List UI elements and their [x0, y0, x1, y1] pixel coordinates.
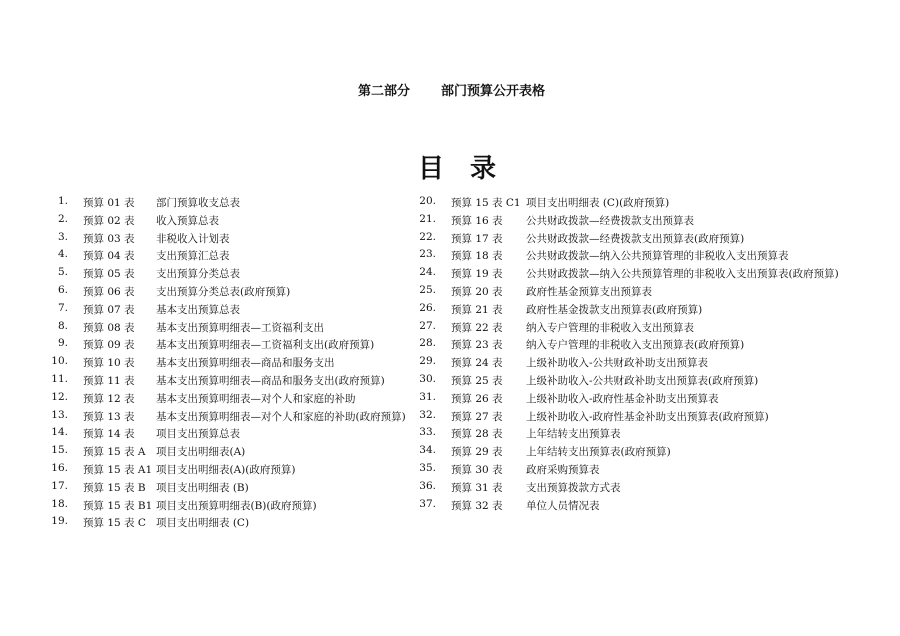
- section-heading: [0, 80, 900, 100]
- toc-right-column: [408, 195, 868, 515]
- toc-entry-code: 预算 08 表: [83, 321, 135, 334]
- toc-entry: [408, 444, 868, 462]
- toc-entry-num: 5.: [57, 266, 68, 279]
- toc-entry: [408, 426, 868, 444]
- toc-entry-code: 预算 11 表: [83, 374, 135, 387]
- toc-entry-title: 上年结转支出预算表(政府预算): [526, 446, 671, 459]
- toc-entry-num: 32.: [419, 408, 436, 421]
- toc-entry-code: 预算 19 表: [451, 268, 503, 281]
- toc-entry-code: 预算 29 表: [451, 446, 503, 459]
- toc-entry-num: 2.: [57, 212, 68, 225]
- toc-entry-num: 19.: [51, 515, 68, 528]
- toc-entry-num: 33.: [419, 426, 436, 439]
- toc-entry: [408, 213, 868, 231]
- toc-entry-num: 35.: [419, 461, 436, 474]
- toc-entry-title: 上级补助收入-公共财政补助支出预算表: [526, 357, 709, 370]
- toc-entry-title: 支出预算分类总表: [156, 268, 240, 281]
- toc-entry-title: 政府性基金拨款支出预算表(政府预算): [526, 303, 703, 316]
- toc-entry-num: 1.: [57, 195, 68, 207]
- toc-entry-num: 7.: [57, 301, 68, 314]
- toc-entry: [408, 195, 868, 213]
- toc-entry-title: 纳入专户管理的非税收入支出预算表(政府预算): [526, 339, 745, 352]
- section-part: 第二部分: [358, 84, 411, 99]
- toc-entry-code: 预算 26 表: [451, 392, 503, 405]
- toc-entry-num: 11.: [51, 372, 68, 385]
- toc-entry-code: 预算 17 表: [451, 232, 503, 245]
- toc-entry-title: 基本支出预算明细表—对个人和家庭的补助: [156, 392, 356, 405]
- toc-entry-num: 28.: [419, 337, 436, 350]
- toc-entry-title: 项目支出明细表(A): [156, 446, 246, 459]
- toc-entry: [408, 355, 868, 373]
- toc-entry-code: 预算 15 表 A: [83, 446, 146, 459]
- toc-entry-code: 预算 27 表: [451, 410, 503, 423]
- toc-entry-code: 预算 25 表: [451, 374, 503, 387]
- toc-entry: [408, 248, 868, 266]
- toc-entry-title: 项目支出明细表 (C)(政府预算): [526, 197, 670, 209]
- toc-entry-code: 预算 18 表: [451, 250, 503, 263]
- toc-entry: [408, 409, 868, 427]
- toc-entry-code: 预算 15 表 B: [83, 481, 146, 494]
- toc-entry-code: 预算 15 表 C: [83, 517, 146, 530]
- toc-entry: [408, 320, 868, 338]
- toc-entry: [408, 284, 868, 302]
- toc-entry-code: 预算 22 表: [451, 321, 503, 334]
- toc-entry-num: 14.: [51, 426, 68, 439]
- toc-entry-num: 6.: [57, 283, 68, 296]
- toc-entry-title: 上级补助收入-政府性基金补助支出预算表(政府预算): [526, 410, 769, 423]
- toc-entry-title: 项目支出预算明细表(B)(政府预算): [156, 499, 317, 512]
- toc-entry: [40, 515, 480, 533]
- toc-entry-code: 预算 06 表: [83, 285, 135, 298]
- toc-entry: [408, 480, 868, 498]
- toc-entry-title: 上级补助收入-政府性基金补助支出预算表: [526, 392, 719, 405]
- toc-entry-code: 预算 07 表: [83, 303, 135, 316]
- toc-entry-title: 项目支出明细表(A)(政府预算): [156, 463, 296, 476]
- toc-entry-title: 项目支出预算总表: [156, 428, 240, 441]
- toc-entry-num: 4.: [57, 248, 68, 261]
- toc-entry: [408, 373, 868, 391]
- toc-entry-title: 基本支出预算明细表—工资福利支出: [156, 321, 324, 334]
- toc-entry-title: 支出预算拨款方式表: [526, 481, 621, 494]
- toc-entry-num: 18.: [51, 497, 68, 510]
- toc-entry-title: 政府性基金预算支出预算表: [526, 285, 652, 298]
- toc-entry-code: 预算 13 表: [83, 410, 135, 423]
- toc-entry-code: 预算 28 表: [451, 428, 503, 441]
- toc-entry-title: 基本支出预算总表: [156, 303, 240, 316]
- toc-entry-title: 上级补助收入-公共财政补助支出预算表(政府预算): [526, 374, 759, 387]
- toc-entry-title: 单位人员情况表: [526, 499, 600, 512]
- toc-entry-num: 12.: [51, 390, 68, 403]
- toc-entry-code: 预算 15 表 B1: [83, 499, 153, 512]
- toc-entry-code: 预算 04 表: [83, 250, 135, 263]
- toc-entry-code: 预算 16 表: [451, 214, 503, 227]
- toc-entry-title: 支出预算汇总表: [156, 250, 230, 263]
- toc-entry-title: 基本支出预算明细表—商品和服务支出: [156, 357, 335, 370]
- toc-entry-code: 预算 20 表: [451, 285, 503, 298]
- toc-entry-title: 收入预算总表: [156, 214, 219, 227]
- section-name: 部门预算公开表格: [441, 84, 546, 99]
- toc-entry: [408, 498, 868, 516]
- toc-entry-code: 预算 21 表: [451, 303, 503, 316]
- toc-entry-title: 公共财政拨款—经费拨款支出预算表(政府预算): [526, 232, 745, 245]
- toc-entry-num: 10.: [51, 355, 68, 368]
- toc-entry-code: 预算 05 表: [83, 268, 135, 281]
- toc-entry-num: 23.: [419, 248, 436, 261]
- toc-entry: [408, 462, 868, 480]
- toc-entry-code: 预算 14 表: [83, 428, 135, 441]
- toc-entry-num: 17.: [51, 479, 68, 492]
- toc-entry-num: 13.: [51, 408, 68, 421]
- toc-entry-code: 预算 01 表: [83, 197, 135, 209]
- toc-title: 目录: [417, 154, 522, 184]
- toc-entry-num: 3.: [57, 230, 68, 243]
- toc-entry-num: 34.: [419, 444, 436, 457]
- toc-entry-code: 预算 31 表: [451, 481, 503, 494]
- toc-entry-title: 部门预算收支总表: [156, 197, 240, 209]
- toc-entry-title: 纳入专户管理的非税收入支出预算表: [526, 321, 694, 334]
- toc-entry-num: 31.: [419, 390, 436, 403]
- toc-entry-title: 公共财政拨款—纳入公共预算管理的非税收入支出预算表: [526, 250, 789, 263]
- toc-entry: [408, 391, 868, 409]
- toc-entry-num: 24.: [419, 266, 436, 279]
- toc-entry-title: 政府采购预算表: [526, 463, 600, 476]
- toc-entry-num: 26.: [419, 301, 436, 314]
- toc-entry-title: 项目支出明细表 (C): [156, 517, 250, 530]
- toc-entry-num: 21.: [419, 212, 436, 225]
- toc-entry-code: 预算 10 表: [83, 357, 135, 370]
- toc-entry: [408, 337, 868, 355]
- toc-entry-title: 非税收入计划表: [156, 232, 230, 245]
- toc-entry-title: 基本支出预算明细表—工资福利支出(政府预算): [156, 339, 375, 352]
- toc-entry-num: 25.: [419, 283, 436, 296]
- toc-entry-num: 29.: [419, 355, 436, 368]
- toc-entry: [408, 266, 868, 284]
- toc-entry-code: 预算 15 表 A1: [83, 463, 153, 476]
- toc-entry-title: 公共财政拨款—经费拨款支出预算表: [526, 214, 694, 227]
- toc-entry-title: 项目支出明细表 (B): [156, 481, 249, 494]
- toc-entry-num: 8.: [57, 319, 68, 332]
- toc-entry: [408, 231, 868, 249]
- toc-entry-code: 预算 02 表: [83, 214, 135, 227]
- toc-entry-code: 预算 30 表: [451, 463, 503, 476]
- toc-entry-code: 预算 03 表: [83, 232, 135, 245]
- toc-entry: [408, 302, 868, 320]
- toc-entry-num: 15.: [51, 444, 68, 457]
- toc-entry-title: 上年结转支出预算表: [526, 428, 621, 441]
- toc-entry-num: 22.: [419, 230, 436, 243]
- toc-entry-code: 预算 23 表: [451, 339, 503, 352]
- toc-entry-title: 公共财政拨款—纳入公共预算管理的非税收入支出预算表(政府预算): [526, 268, 839, 281]
- toc-entry-code: 预算 12 表: [83, 392, 135, 405]
- toc-entry-code: 预算 24 表: [451, 357, 503, 370]
- toc-entry-num: 36.: [419, 479, 436, 492]
- toc-entry-num: 30.: [419, 372, 436, 385]
- toc-entry-num: 9.: [57, 337, 68, 350]
- toc-entry-code: 预算 15 表 C1: [451, 197, 521, 209]
- toc-entry-title: 支出预算分类总表(政府预算): [156, 285, 291, 298]
- toc-entry-num: 37.: [419, 497, 436, 510]
- toc-entry-code: 预算 09 表: [83, 339, 135, 352]
- toc-entry-num: 16.: [51, 461, 68, 474]
- toc-entry-title: 基本支出预算明细表—对个人和家庭的补助(政府预算): [156, 410, 406, 423]
- toc-entry-num: 27.: [419, 319, 436, 332]
- toc-entry-code: 预算 32 表: [451, 499, 503, 512]
- toc-entry-title: 基本支出预算明细表—商品和服务支出(政府预算): [156, 374, 385, 387]
- toc-entry-num: 20.: [419, 195, 436, 207]
